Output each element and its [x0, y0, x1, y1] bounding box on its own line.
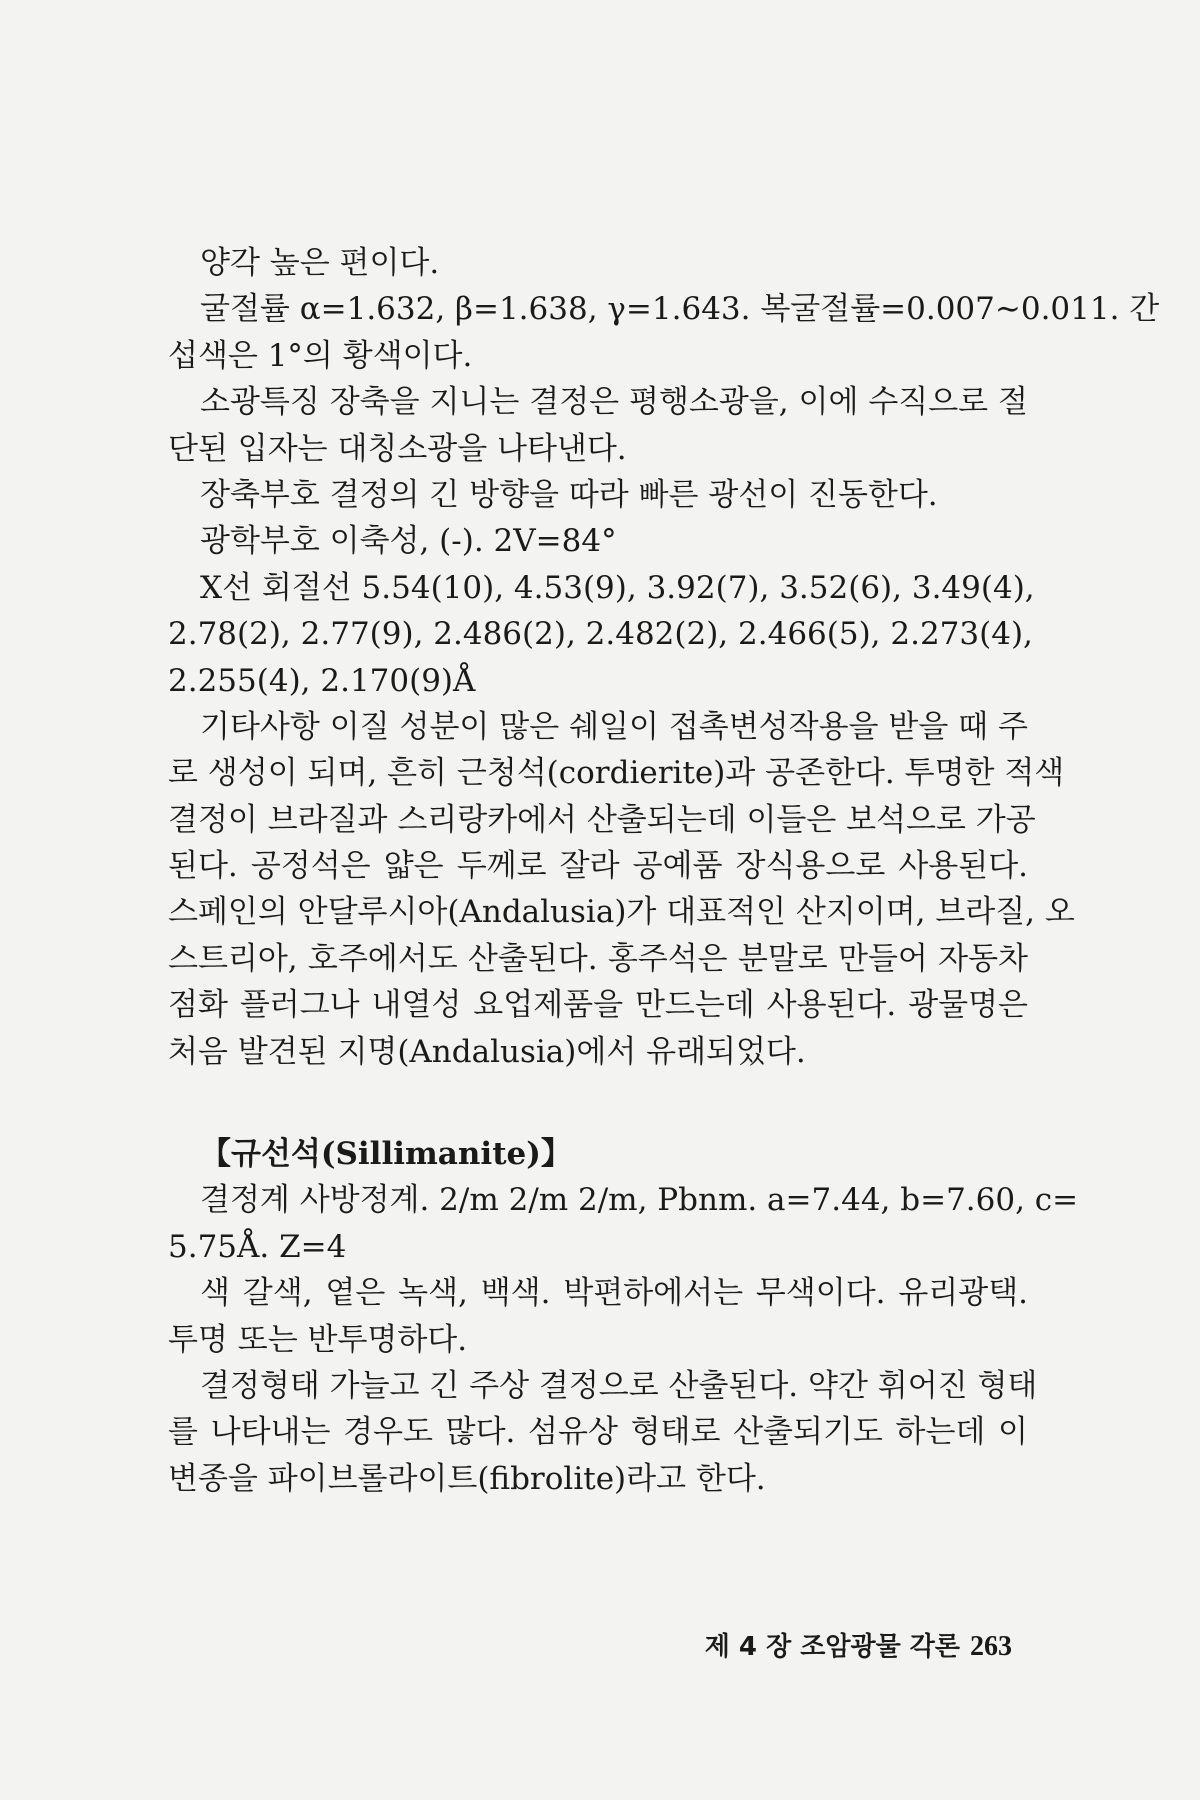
text-line: 점화 플러그나 내열성 요업제품을 만드는데 사용된다. 광물명은 — [168, 987, 1028, 1024]
text-line: 된다. 공정석은 얇은 두께로 잘라 공예품 장식용으로 사용된다. — [168, 848, 1028, 885]
text-line: 2.78(2), 2.77(9), 2.486(2), 2.482(2), 2.466(5), 2.273(4), — [168, 616, 1033, 653]
text-line: 장축부호 결정의 긴 방향을 따라 빠른 광선이 진동한다. — [200, 476, 938, 513]
text-line: 단된 입자는 대칭소광을 나타낸다. — [168, 430, 627, 467]
body-text — [168, 240, 1160, 1502]
text-line: 섭색은 1°의 황색이다. — [168, 337, 473, 374]
text-line: 변종을 파이브롤라이트(fibrolite)라고 한다. — [168, 1460, 766, 1497]
page-number: 263 — [970, 1631, 1012, 1662]
text-line: 스트리아, 호주에서도 산출된다. 홍주석은 분말로 만들어 자동차 — [168, 940, 1028, 977]
text-line: X선 회절선 5.54(10), 4.53(9), 3.92(7), 3.52(6), 3.49(4), — [200, 569, 1035, 606]
text-line: 로 생성이 되며, 흔히 근청석(cordierite)과 공존한다. 투명한 적색 — [168, 755, 1065, 792]
text-line: 결정형태 가늘고 긴 주상 결정으로 산출된다. 약간 휘어진 형태 — [200, 1367, 1038, 1404]
text-line: 색 갈색, 옅은 녹색, 백색. 박편하에서는 무색이다. 유리광택. — [200, 1275, 1028, 1312]
text-line: 소광특징 장축을 지니는 결정은 평행소광을, 이에 수직으로 절 — [200, 384, 1028, 421]
text-line: 굴절률 α=1.632, β=1.638, γ=1.643. 복굴절률=0.007∼0.011. 간 — [200, 291, 1160, 328]
text-line: 양각 높은 편이다. — [200, 245, 440, 281]
text-line: 결정계 사방정계. 2/m 2/m 2/m, Pbnm. a=7.44, b=7.60, c= — [200, 1182, 1079, 1219]
section-heading: 【규선석(Sillimanite)】 — [200, 1136, 572, 1173]
text-line: 광학부호 이축성, (-). 2V=84° — [200, 523, 617, 560]
sillimanite-section — [168, 1177, 1079, 1502]
text-line: 기타사항 이질 성분이 많은 쉐일이 접촉변성작용을 받을 때 주 — [200, 708, 1028, 745]
page-footer — [692, 1626, 1012, 1663]
text-line: 처음 발견된 지명(Andalusia)에서 유래되었다. — [168, 1033, 806, 1070]
text-line: 결정이 브라질과 스리랑카에서 산출되는데 이들은 보석으로 가공 — [168, 801, 1036, 838]
section-gap — [168, 1075, 1028, 1131]
text-line: 를 나타내는 경우도 많다. 섬유상 형태로 산출되기도 하는데 이 — [168, 1414, 1028, 1451]
text-line: 투명 또는 반투명하다. — [168, 1321, 468, 1358]
text-line: 스페인의 안달루시아(Andalusia)가 대표적인 산지이며, 브라질, 오 — [168, 894, 1075, 931]
chapter-title: 제 4 장 조암광물 각론 — [704, 1632, 960, 1662]
andalusite-section — [168, 240, 1160, 1075]
text-line: 2.255(4), 2.170(9)Å — [168, 662, 476, 699]
text-line: 5.75Å. Z=4 — [168, 1228, 347, 1265]
